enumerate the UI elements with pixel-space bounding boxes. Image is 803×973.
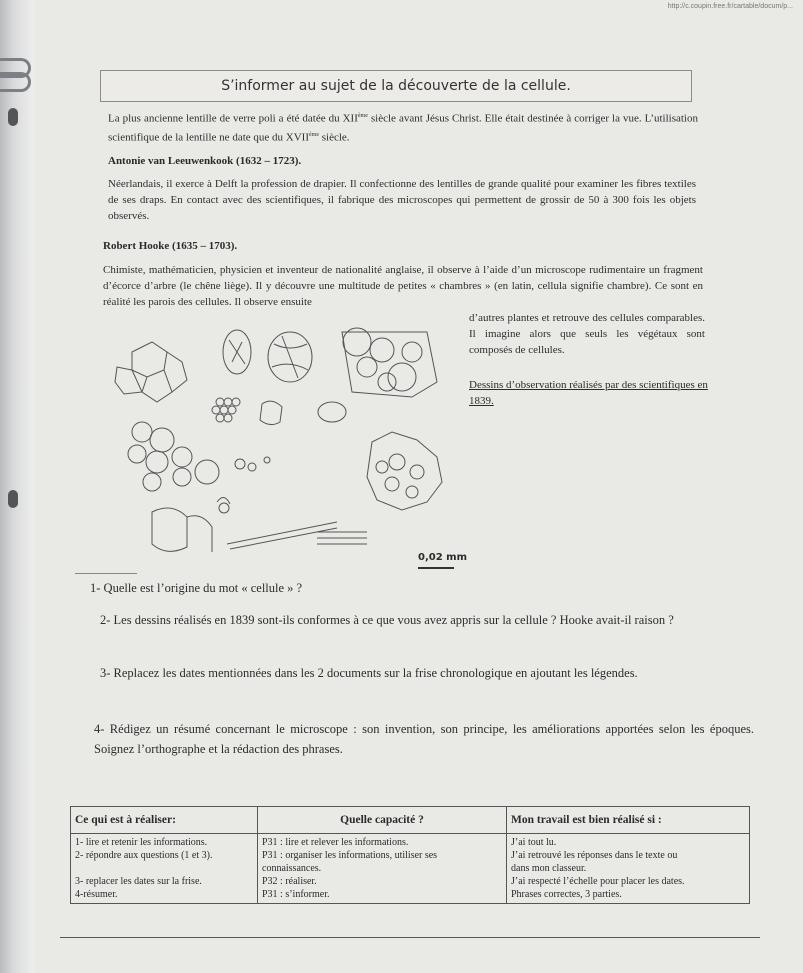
punch-hole [8,490,18,508]
hooke-paragraph-continued: d’autres plantes et retrouve des cellules comparables. Il imagine alors que seuls les végétaux sont composés de cellules. [469,312,705,356]
intro-paragraph: La plus ancienne lentille de verre poli a été datée du XIIème siècle avant Jésus Christ. Elle était destinée à corriger la vue. L’utilisation scientifique de la lentille ne date que du XVIIème siècle. [108,112,698,144]
question-1: 1- Quelle est l’origine du mot « cellule » ? [90,581,303,595]
table-header: Quelle capacité ? [258,807,507,834]
cell-line: 3- replacer les dates sur la frise. [75,876,202,887]
cell-line: P32 : réaliser. [262,876,317,887]
cell-line: dans mon classeur. [511,863,587,874]
cell-line: P31 : s’informer. [262,889,330,900]
table-row [71,834,750,904]
cell-line: P31 : lire et relever les informations. [262,837,409,848]
question-4: 4- Rédigez un résumé concernant le microscope : son invention, son principe, les améliorations apportées selon les époques. Soignez l’orthographe et la rédaction des phrases. [94,722,754,756]
divider [75,573,137,574]
scale-bar [418,567,454,569]
cell-line: Phrases correctes, 3 parties. [511,889,622,900]
cell-line: J’ai tout lu. [511,837,557,848]
cell-line: 4-résumer. [75,889,118,900]
bottom-divider [60,937,760,938]
cell-line: 1- lire et retenir les informations. [75,837,208,848]
cell-line: 2- répondre aux questions (1 et 3). [75,850,213,861]
evaluation-table [70,806,750,904]
question-2: 2- Les dessins réalisés en 1839 sont-ils conformes à ce que vous avez appris sur la cellule ? Hooke avait-il raison ? [100,613,674,627]
table-header: Ce qui est à réaliser: [71,807,258,834]
cell-line: J’ai respecté l’échelle pour placer les dates. [511,876,685,887]
table-cell [71,834,258,904]
table-header: Mon travail est bien réalisé si : [507,807,750,834]
question-3: 3- Replacez les dates mentionnées dans les 2 documents sur la frise chronologique en ajoutant les légendes. [100,666,638,680]
hooke-heading: Robert Hooke (1635 – 1703). [103,240,238,252]
page-title: S’informer au sujet de la découverte de la cellule. [100,70,692,102]
table-cell [507,834,750,904]
leeuwenhoek-heading: Antonie van Leeuwenkook (1632 – 1723). [108,155,302,167]
cell-line [75,862,253,875]
punch-hole [8,108,18,126]
table-header-row [71,807,750,834]
table-cell [258,834,507,904]
scale-label: 0,02 mm [418,552,467,563]
hooke-paragraph: Chimiste, mathématicien, physicien et inventeur de nationalité anglaise, il observe à l’aide d’un microscope rudimentaire un fragment d’écorce d’arbre (le chêne liège). Il y découvre une multitude de petites « chambres » (en latin, cellula signifie chambre). Ce sont en réalité les parois des cellules. Il observe ensuite [103,264,703,308]
cell-line: connaissances. [262,863,322,874]
page-url: http://c.coupin.free.fr/cartable/docum/p... [667,3,793,10]
cell-drawings-figure [112,322,457,567]
cell-line: P31 : organiser les informations, utiliser ses [262,850,438,861]
binder-edge [0,0,34,973]
figure-caption: Dessins d’observation réalisés par des scientifiques en 1839. [469,379,708,407]
binder-ring [0,72,31,92]
cell-line: J’ai retrouvé les réponses dans le texte ou [511,850,678,861]
leeuwenhoek-paragraph: Néerlandais, il exerce à Delft la profession de drapier. Il confectionne des lentilles de grande qualité pour examiner les fibres textiles de ses draps. En contact avec des scientifiques, il fabrique des microscopes qui permettent de grossir de 50 à 300 fois les objets observés. [108,178,696,222]
